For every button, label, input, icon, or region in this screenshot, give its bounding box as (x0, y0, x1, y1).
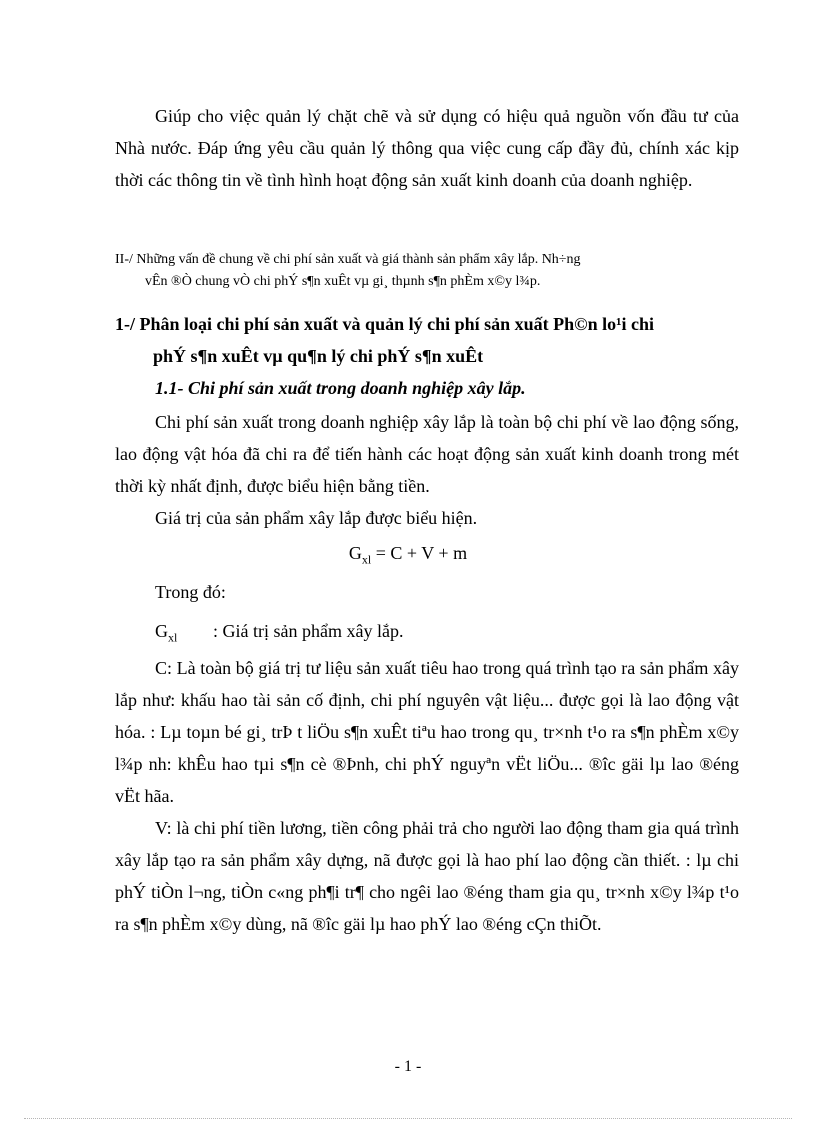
definition-term (155, 615, 213, 654)
formula-rhs: = C + V + m (371, 543, 468, 563)
definition-term-g: G (155, 621, 168, 641)
section-heading-ii-line1: II-/ Những vấn đề chung về chi phí sản xuất và giá thành sản phẩm xây lắp. Nh÷ng (115, 252, 581, 267)
section-heading-1-line2: phÝ s¶n xuÊt vµ qu¶n lý chi phÝ s¶n xuÊt (153, 346, 484, 366)
formula-g: G (348, 543, 362, 563)
intro-paragraph: Giúp cho việc quản lý chặt chẽ và sử dụng có hiệu quả nguồn vốn đầu tư của Nhà nước. Đáp ứng yêu cầu quản lý thông qua việc cung cấp đầy đủ, chính xác kịp thời các thông tin về tình hình hoạt động sản xuất kinh doanh của doanh nghiệp. (115, 106, 739, 190)
c-definition-paragraph: C: Là toàn bộ giá trị tư liệu sản xuất tiêu hao trong quá trình tạo ra sản phẩm xây lắp như: khấu hao tài sản cố định, chi phí nguyên vật liệu... được gọi là lao động vật hóa. : Lµ toµn bé gi¸ trÞ t liÖu s¶n xuÊt tiªu hao trong qu¸ tr×nh t¹o ra s¶n phÈm x©y l¾p nh: khÊu hao tµi s¶n cè ®Þnh, chi phÝ nguyªn vËt liÖu... ®îc gäi lµ lao ®éng vËt hãa. (115, 658, 739, 806)
page-number: - 1 - (394, 1058, 422, 1075)
section-heading-ii (115, 249, 739, 293)
formula-subscript: xl (361, 552, 372, 567)
definition-text: : Giá trị sản phẩm xây lắp. (213, 621, 404, 641)
production-cost-paragraph: Chi phí sản xuất trong doanh nghiệp xây lắp là toàn bộ chi phí về lao động sống, lao động vật hóa đã chi ra để tiến hành các hoạt động sản xuất kinh doanh trong mét thời kỳ nhất định, được biểu hiện bằng tiền. (115, 412, 739, 496)
gxl-definition (155, 615, 403, 654)
value-paragraph: Giá trị của sản phẩm xây lắp được biểu hiện. (155, 508, 478, 528)
subsection-heading: 1.1- Chi phí sản xuất trong doanh nghiệp xây lắp. (155, 378, 526, 398)
value-formula (0, 537, 816, 576)
section-heading-1-line1: 1-/ Phân loại chi phí sản xuất và quản lý chi phí sản xuất Ph©n lo¹i chi (115, 314, 654, 334)
where-label: Trong đó: (155, 582, 226, 602)
page-bottom-dotted-rule (24, 1118, 792, 1119)
v-definition-paragraph: V: là chi phí tiền lương, tiền công phải trả cho người lao động tham gia quá trình xây lắp tạo ra sản phẩm xây dựng, nã được gọi là hao phí lao động cần thiết. : lµ chi phÝ tiÒn l¬ng, tiÒn c«ng ph¶i tr¶ cho ngêi lao ®éng tham gia qu¸ tr×nh x©y l¾p t¹o ra s¶n phÈm x©y dùng, nã ®îc gäi lµ hao phÝ lao ®éng cÇn thiÕt. (115, 818, 739, 934)
definition-term-subscript: xl (168, 630, 178, 645)
section-heading-ii-line2: vÊn ®Ò chung vÒ chi phÝ s¶n xuÊt vµ gi¸ thµnh s¶n phÈm x©y l¾p. (145, 274, 541, 289)
section-heading-1 (115, 308, 739, 372)
